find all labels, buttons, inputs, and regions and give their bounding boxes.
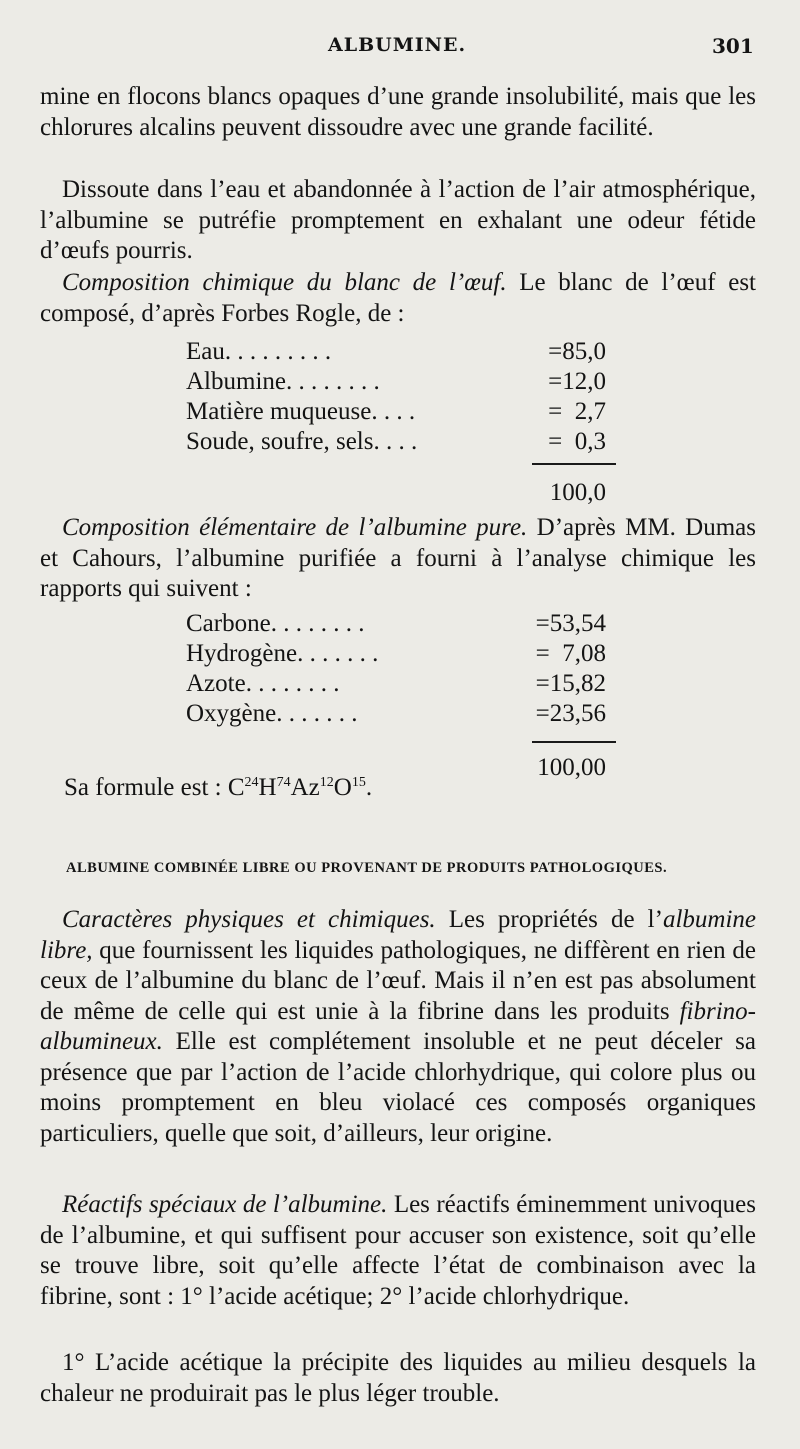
row-label: Oxygène. . . . . . . <box>186 700 358 727</box>
paragraph-5-em-a: albumine libre, <box>40 906 756 964</box>
paragraph-5-text-c: Elle est complétement insoluble et ne peut déceler sa présence que par l’action de l’acide chlorhydrique, qui colore plus ou moins promptement en bleu violacé ces composés organiques particuliers, quelle que soit, d’ailleurs, leur origine. <box>40 1028 756 1147</box>
row-label: Azote. . . . . . . . <box>186 670 340 697</box>
sum-rule <box>532 741 616 743</box>
row-value: =85,0 <box>548 338 606 365</box>
paragraph-3-text: Le blanc de l’œuf est composé, d’après Forbes Rogle, de : <box>40 269 756 327</box>
row-label: Hydrogène. . . . . . . <box>186 640 379 667</box>
paragraph-6 <box>40 1190 756 1312</box>
table-row <box>186 670 616 700</box>
composition-table-egg-white <box>186 338 616 506</box>
table-row <box>186 428 616 458</box>
paragraph-5-em-b: fibrino-albumineux. <box>40 997 756 1055</box>
table-row <box>186 338 616 368</box>
formula-az-exp: 12 <box>319 775 334 790</box>
table-row <box>186 610 616 640</box>
row-label: Albumine. . . . . . . . <box>186 368 380 395</box>
paragraph-3 <box>40 268 756 329</box>
composition-table-albumin <box>186 610 616 781</box>
row-value: = 7,08 <box>535 640 606 667</box>
paragraph-2: Dissoute dans l’eau et abandonnée à l’action de l’air atmosphérique, l’albumine se putréfie promptement en exhalant une odeur fétide d’œufs pourris. <box>40 176 756 264</box>
row-value: =15,82 <box>535 670 606 697</box>
paragraph-5 <box>40 905 756 1149</box>
paragraph-3-heading: Composition chimique du blanc de l’œuf. <box>62 269 507 296</box>
chemical-formula <box>64 774 372 802</box>
running-head <box>0 34 800 64</box>
formula-az: Az <box>290 774 320 801</box>
paragraph-5-text-a: Les propriétés de l’ <box>435 906 663 933</box>
sum-rule <box>532 463 616 465</box>
paragraph-7: 1° L’acide acétique la précipite des liquides au milieu desquels la chaleur ne produirait pas le plus léger trouble. <box>40 1349 756 1407</box>
formula-h: H <box>258 774 277 801</box>
formula-o: O <box>333 774 352 801</box>
row-value: = 0,3 <box>548 428 606 455</box>
table-row <box>186 700 616 730</box>
section-heading: ALBUMINE COMBINÉE LIBRE OU PROVENANT DE PRODUITS PATHOLOGIQUES. <box>66 860 668 876</box>
formula-suffix: . <box>365 774 373 801</box>
row-value: =12,0 <box>548 368 606 395</box>
paragraph-5-text-b: que fournissent les liquides pathologiques, ne diffèrent en rien de ceux de l’albumine du blanc de l’œuf. Mais il n’en est pas absolument de même de celle qui est unie à la fibrine dans les produits <box>40 936 756 1025</box>
paragraph-4 <box>40 513 756 605</box>
running-title: ALBUMINE. <box>328 34 467 56</box>
page-number: 301 <box>712 34 754 58</box>
formula-o-exp: 15 <box>351 775 366 790</box>
row-label: Soude, soufre, sels. . . . <box>186 428 418 455</box>
table-row <box>186 640 616 670</box>
table-row <box>186 368 616 398</box>
formula-prefix: Sa formule est : <box>64 774 228 801</box>
row-value: = 2,7 <box>548 398 606 425</box>
table-row <box>186 398 616 428</box>
paragraph-4-heading: Composition élémentaire de l’albumine pure. <box>62 514 528 541</box>
paragraph-1: mine en flocons blancs opaques d’une grande insolubilité, mais que les chlorures alcalins peuvent dissoudre avec une grande facilité. <box>40 83 756 141</box>
row-label: Carbone. . . . . . . . <box>186 610 365 637</box>
paragraph-6-heading: Réactifs spéciaux de l’albumine. <box>62 1191 388 1218</box>
paragraph-6-text: Les réactifs éminemment univoques de l’albumine, et qui suffisent pour accuser son existence, soit qu’elle se trouve libre, soit qu’elle affecte l’état de combinaison avec la fibrine, sont : 1° l’acide acétique; 2° l’acide chlorhydrique. <box>40 1191 757 1310</box>
paragraph-4-text: D’après MM. Dumas et Cahours, l’albumine purifiée a fourni à l’analyse chimique les rapports qui suivent : <box>40 514 756 602</box>
row-label: Eau. . . . . . . . . <box>186 338 332 365</box>
formula-h-exp: 74 <box>276 775 291 790</box>
table-total: 100,0 <box>549 479 606 506</box>
row-label: Matière muqueuse. . . . <box>186 398 416 425</box>
row-value: =23,56 <box>535 700 606 727</box>
formula-c: C <box>227 774 245 801</box>
formula-c-exp: 24 <box>244 775 259 790</box>
table-total: 100,00 <box>537 754 606 781</box>
row-value: =53,54 <box>535 610 606 637</box>
paragraph-5-heading: Caractères physiques et chimiques. <box>62 906 436 933</box>
